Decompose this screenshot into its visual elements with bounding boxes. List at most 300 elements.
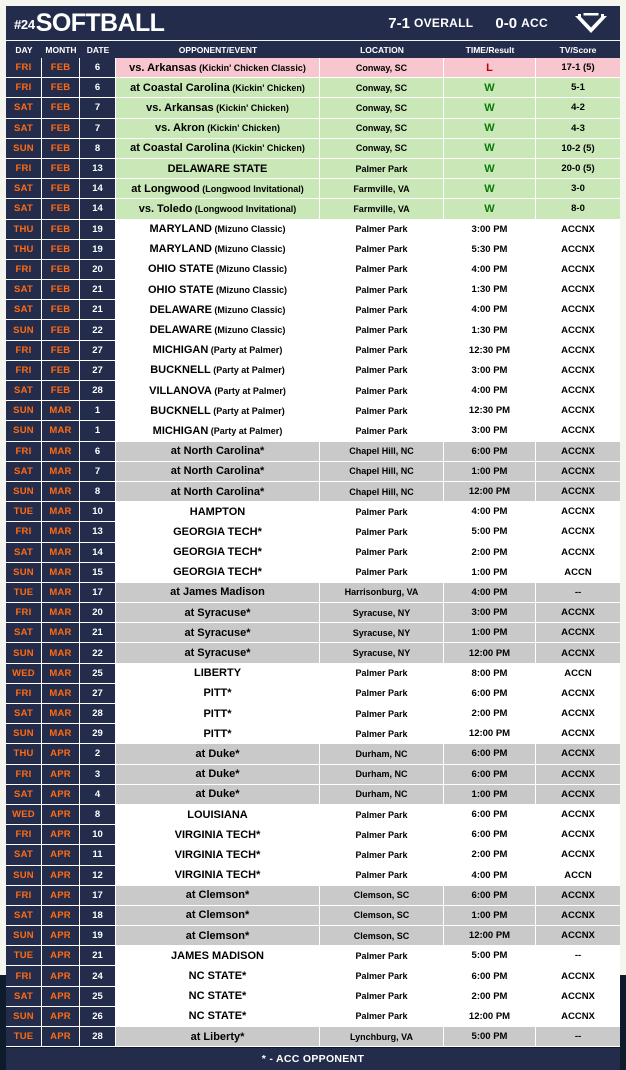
cell-tv: ACCNX (536, 300, 620, 319)
cell-date: 3 (80, 765, 116, 784)
cell-location: Durham, NC (320, 785, 444, 804)
cell-date: 7 (80, 98, 116, 117)
opponent-name: vs. Arkansas (146, 101, 214, 114)
cell-day: SAT (6, 906, 42, 925)
cell-month: MAR (42, 724, 80, 743)
cell-day: SAT (6, 280, 42, 299)
table-row[interactable] (6, 623, 620, 643)
cell-opponent[interactable] (116, 220, 320, 239)
cell-day: THU (6, 240, 42, 259)
cell-opponent[interactable] (116, 300, 320, 319)
cell-month: MAR (42, 664, 80, 683)
cell-day: SAT (6, 623, 42, 642)
cell-opponent[interactable] (116, 159, 320, 178)
cell-location: Palmer Park (320, 260, 444, 279)
cell-result: W (444, 98, 536, 117)
opponent-name: vs. Arkansas (129, 61, 197, 74)
cell-day: FRI (6, 825, 42, 844)
cell-score: 17-1 (5) (536, 58, 620, 77)
cell-tv: ACCNX (536, 280, 620, 299)
cell-location: Palmer Park (320, 563, 444, 582)
opponent-name: VIRGINIA TECH* (174, 869, 261, 882)
cell-month: MAR (42, 462, 80, 481)
cell-location: Palmer Park (320, 704, 444, 723)
cell-day: THU (6, 744, 42, 763)
cell-location: Chapel Hill, NC (320, 442, 444, 461)
cell-location: Durham, NC (320, 744, 444, 763)
cell-tv: ACCN (536, 563, 620, 582)
cell-opponent[interactable] (116, 320, 320, 339)
cell-result: W (444, 78, 536, 97)
cell-time: 12:00 PM (444, 724, 536, 743)
cell-opponent[interactable] (116, 845, 320, 864)
cell-opponent[interactable] (116, 240, 320, 259)
cell-opponent[interactable] (116, 623, 320, 642)
cell-month: FEB (42, 119, 80, 138)
table-row[interactable] (6, 421, 620, 441)
table-row[interactable] (6, 603, 620, 623)
cell-opponent[interactable] (116, 543, 320, 562)
cell-date: 7 (80, 119, 116, 138)
cell-day: SUN (6, 643, 42, 662)
opponent-name: DELAWARE STATE (167, 162, 268, 175)
cell-tv: ACCNX (536, 966, 620, 985)
cell-tv: ACCNX (536, 1007, 620, 1026)
table-row[interactable] (6, 825, 620, 845)
cell-date: 21 (80, 946, 116, 965)
table-row[interactable] (6, 341, 620, 361)
cell-location: Palmer Park (320, 220, 444, 239)
table-row[interactable] (6, 502, 620, 522)
column-header-opponent: OPPONENT/EVENT (178, 44, 258, 55)
cell-time: 1:00 PM (444, 906, 536, 925)
cell-opponent[interactable] (116, 724, 320, 743)
cell-month: APR (42, 866, 80, 885)
cell-location: Harrisonburg, VA (320, 583, 444, 602)
cell-tv: ACCNX (536, 704, 620, 723)
opponent-event-note: (Kickin' Chicken) (229, 143, 305, 154)
cell-date: 13 (80, 522, 116, 541)
cell-date: 17 (80, 583, 116, 602)
cell-time: 4:00 PM (444, 866, 536, 885)
cell-opponent[interactable] (116, 119, 320, 138)
cell-tv: ACCNX (536, 341, 620, 360)
opponent-name: at James Madison (170, 586, 265, 599)
table-row[interactable] (6, 805, 620, 825)
cell-location: Palmer Park (320, 946, 444, 965)
cell-month: MAR (42, 704, 80, 723)
cell-time: 6:00 PM (444, 744, 536, 763)
table-row[interactable] (6, 240, 620, 260)
cell-time: 4:00 PM (444, 583, 536, 602)
cell-opponent[interactable] (116, 765, 320, 784)
cell-date: 29 (80, 724, 116, 743)
cell-opponent[interactable] (116, 442, 320, 461)
cell-location: Palmer Park (320, 966, 444, 985)
cell-date: 8 (80, 139, 116, 158)
team-rank: #24 (14, 16, 35, 32)
cell-tv: ACCNX (536, 320, 620, 339)
cell-month: APR (42, 1027, 80, 1046)
cell-location: Palmer Park (320, 684, 444, 703)
table-row[interactable] (6, 280, 620, 300)
table-row[interactable] (6, 179, 620, 199)
cell-time: 3:00 PM (444, 361, 536, 380)
cell-opponent[interactable] (116, 421, 320, 440)
cell-location: Palmer Park (320, 361, 444, 380)
cell-month: APR (42, 886, 80, 905)
cell-location: Palmer Park (320, 381, 444, 400)
cell-time: 12:00 PM (444, 1007, 536, 1026)
opponent-event-note: (Party at Palmer) (208, 425, 283, 436)
cell-result: W (444, 159, 536, 178)
cell-time: 8:00 PM (444, 664, 536, 683)
cell-opponent[interactable] (116, 522, 320, 541)
opponent-name: vs. Toledo (138, 202, 193, 215)
cell-score: 10-2 (5) (536, 139, 620, 158)
cell-location: Lynchburg, VA (320, 1027, 444, 1046)
cell-month: FEB (42, 199, 80, 218)
table-row[interactable] (6, 462, 620, 482)
cell-tv: ACCN (536, 866, 620, 885)
cell-tv: -- (536, 1027, 620, 1046)
cell-day: FRI (6, 260, 42, 279)
cell-day: TUE (6, 1027, 42, 1046)
cell-day: SAT (6, 987, 42, 1006)
conference-record-label: ACC (521, 16, 548, 30)
table-row[interactable] (6, 583, 620, 603)
cell-day: FRI (6, 361, 42, 380)
table-row[interactable] (6, 704, 620, 724)
cell-date: 15 (80, 563, 116, 582)
table-row[interactable] (6, 320, 620, 340)
table-row[interactable] (6, 300, 620, 320)
cell-month: MAR (42, 684, 80, 703)
cell-opponent[interactable] (116, 744, 320, 763)
cell-day: SAT (6, 119, 42, 138)
cell-location: Palmer Park (320, 1007, 444, 1026)
cell-date: 6 (80, 58, 116, 77)
table-row[interactable] (6, 522, 620, 542)
table-row[interactable] (6, 765, 620, 785)
cell-tv: ACCNX (536, 543, 620, 562)
cell-location: Chapel Hill, NC (320, 482, 444, 501)
cell-time: 6:00 PM (444, 886, 536, 905)
cell-day: FRI (6, 58, 42, 77)
column-header-date: DATE (86, 44, 110, 55)
cell-month: APR (42, 906, 80, 925)
opponent-name: NC STATE* (188, 1010, 247, 1023)
table-column-headers (6, 40, 620, 58)
cell-time: 1:00 PM (444, 563, 536, 582)
cell-date: 28 (80, 1027, 116, 1046)
cell-opponent[interactable] (116, 946, 320, 965)
cell-day: WED (6, 664, 42, 683)
cell-tv: ACCNX (536, 482, 620, 501)
cell-opponent[interactable] (116, 886, 320, 905)
cell-tv: ACCNX (536, 724, 620, 743)
cell-opponent[interactable] (116, 381, 320, 400)
table-row[interactable] (6, 260, 620, 280)
schedule-table-body (6, 58, 620, 1047)
opponent-name: VILLANOVA (149, 384, 212, 397)
cell-day: SUN (6, 401, 42, 420)
cell-tv: ACCNX (536, 240, 620, 259)
cell-date: 7 (80, 462, 116, 481)
table-row[interactable] (6, 543, 620, 563)
cell-opponent[interactable] (116, 866, 320, 885)
cell-score: 4-3 (536, 119, 620, 138)
cell-date: 1 (80, 401, 116, 420)
cell-opponent[interactable] (116, 482, 320, 501)
cell-opponent[interactable] (116, 583, 320, 602)
opponent-name: PITT* (203, 687, 232, 700)
cell-opponent[interactable] (116, 341, 320, 360)
cell-score: 5-1 (536, 78, 620, 97)
cell-month: APR (42, 966, 80, 985)
cell-month: FEB (42, 240, 80, 259)
cell-time: 2:00 PM (444, 845, 536, 864)
cell-month: FEB (42, 58, 80, 77)
cell-time: 5:00 PM (444, 1027, 536, 1046)
table-row[interactable] (6, 119, 620, 139)
table-row[interactable] (6, 98, 620, 118)
cell-time: 12:00 PM (444, 643, 536, 662)
opponent-name: JAMES MADISON (171, 949, 264, 962)
opponent-name: OHIO STATE (147, 263, 214, 276)
opponent-name: at Duke* (195, 768, 240, 781)
cell-tv: ACCNX (536, 845, 620, 864)
cell-location: Palmer Park (320, 522, 444, 541)
opponent-event-note: (Mizuno Classic) (211, 325, 286, 336)
table-row[interactable] (6, 401, 620, 421)
cell-tv: ACCNX (536, 684, 620, 703)
cell-opponent[interactable] (116, 179, 320, 198)
cell-tv: -- (536, 946, 620, 965)
cell-month: FEB (42, 361, 80, 380)
table-row[interactable] (6, 381, 620, 401)
table-row[interactable] (6, 220, 620, 240)
opponent-event-note: (Mizuno Classic) (213, 284, 288, 295)
cell-opponent[interactable] (116, 98, 320, 117)
cell-opponent[interactable] (116, 603, 320, 622)
table-row[interactable] (6, 563, 620, 583)
cell-month: FEB (42, 98, 80, 117)
cell-opponent[interactable] (116, 926, 320, 945)
cell-month: FEB (42, 78, 80, 97)
cell-location: Conway, SC (320, 139, 444, 158)
table-row[interactable] (6, 1007, 620, 1027)
table-row[interactable] (6, 482, 620, 502)
opponent-event-note: (Mizuno Classic) (213, 264, 288, 275)
cell-date: 22 (80, 643, 116, 662)
cell-tv: ACCNX (536, 825, 620, 844)
opponent-name: HAMPTON (189, 505, 246, 518)
cell-location: Palmer Park (320, 543, 444, 562)
cell-opponent[interactable] (116, 664, 320, 683)
cell-location: Conway, SC (320, 98, 444, 117)
cell-date: 19 (80, 926, 116, 945)
table-row[interactable] (6, 886, 620, 906)
cell-opponent[interactable] (116, 906, 320, 925)
cell-opponent[interactable] (116, 1027, 320, 1046)
cell-date: 21 (80, 300, 116, 319)
table-row[interactable] (6, 643, 620, 663)
cell-day: SUN (6, 1007, 42, 1026)
opponent-name: at Duke* (195, 747, 240, 760)
cell-opponent[interactable] (116, 987, 320, 1006)
cell-opponent[interactable] (116, 825, 320, 844)
cell-time: 3:00 PM (444, 220, 536, 239)
cell-location: Clemson, SC (320, 926, 444, 945)
cell-tv: ACCNX (536, 926, 620, 945)
cell-time: 4:00 PM (444, 300, 536, 319)
cell-opponent[interactable] (116, 502, 320, 521)
opponent-name: PITT* (203, 727, 232, 740)
cell-day: SAT (6, 179, 42, 198)
table-row[interactable] (6, 866, 620, 886)
cell-time: 1:30 PM (444, 320, 536, 339)
cell-location: Palmer Park (320, 240, 444, 259)
cell-opponent[interactable] (116, 260, 320, 279)
cell-opponent[interactable] (116, 139, 320, 158)
cell-day: SUN (6, 139, 42, 158)
cell-day: FRI (6, 886, 42, 905)
overall-record: 7-1 (388, 14, 410, 32)
table-row[interactable] (6, 785, 620, 805)
table-row[interactable] (6, 159, 620, 179)
cell-month: APR (42, 987, 80, 1006)
cell-date: 20 (80, 260, 116, 279)
cell-day: SAT (6, 381, 42, 400)
table-row[interactable] (6, 946, 620, 966)
cell-location: Conway, SC (320, 119, 444, 138)
opponent-name: LOUISIANA (187, 808, 248, 821)
cell-tv: ACCNX (536, 522, 620, 541)
cell-opponent[interactable] (116, 1007, 320, 1026)
cell-day: THU (6, 220, 42, 239)
cell-opponent[interactable] (116, 280, 320, 299)
cell-tv: ACCNX (536, 623, 620, 642)
cell-day: SUN (6, 482, 42, 501)
table-row[interactable] (6, 139, 620, 159)
virginia-logo-icon (570, 10, 612, 36)
cell-month: FEB (42, 341, 80, 360)
cell-month: MAR (42, 421, 80, 440)
opponent-event-note: (Party at Palmer) (211, 385, 286, 396)
cell-day: SAT (6, 704, 42, 723)
cell-month: FEB (42, 220, 80, 239)
cell-month: FEB (42, 300, 80, 319)
cell-time: 6:00 PM (444, 825, 536, 844)
cell-location: Clemson, SC (320, 906, 444, 925)
cell-opponent[interactable] (116, 805, 320, 824)
cell-month: FEB (42, 260, 80, 279)
cell-result: W (444, 139, 536, 158)
cell-opponent[interactable] (116, 785, 320, 804)
cell-day: SAT (6, 785, 42, 804)
table-row[interactable] (6, 442, 620, 462)
table-row[interactable] (6, 78, 620, 98)
cell-time: 6:00 PM (444, 765, 536, 784)
cell-tv: ACCNX (536, 260, 620, 279)
cell-opponent[interactable] (116, 78, 320, 97)
opponent-name: MICHIGAN (152, 424, 209, 437)
cell-time: 12:30 PM (444, 341, 536, 360)
poster-header (6, 6, 620, 40)
table-row[interactable] (6, 926, 620, 946)
opponent-event-note: (Mizuno Classic) (211, 304, 286, 315)
table-row[interactable] (6, 845, 620, 865)
cell-result: W (444, 179, 536, 198)
cell-date: 8 (80, 482, 116, 501)
cell-opponent[interactable] (116, 401, 320, 420)
cell-opponent[interactable] (116, 361, 320, 380)
cell-tv: ACCNX (536, 401, 620, 420)
table-row[interactable] (6, 58, 620, 78)
opponent-name: NC STATE* (188, 990, 247, 1003)
cell-day: TUE (6, 502, 42, 521)
cell-date: 12 (80, 866, 116, 885)
table-row[interactable] (6, 744, 620, 764)
cell-location: Palmer Park (320, 825, 444, 844)
cell-opponent[interactable] (116, 966, 320, 985)
cell-day: FRI (6, 442, 42, 461)
cell-time: 6:00 PM (444, 805, 536, 824)
cell-day: FRI (6, 78, 42, 97)
cell-day: SUN (6, 926, 42, 945)
table-row[interactable] (6, 361, 620, 381)
table-row[interactable] (6, 906, 620, 926)
cell-date: 14 (80, 199, 116, 218)
cell-location: Palmer Park (320, 987, 444, 1006)
cell-date: 19 (80, 220, 116, 239)
cell-opponent[interactable] (116, 643, 320, 662)
cell-tv: ACCNX (536, 987, 620, 1006)
cell-score: 4-2 (536, 98, 620, 117)
cell-tv: ACCN (536, 664, 620, 683)
opponent-name: DELAWARE (149, 324, 212, 337)
cell-time: 12:00 PM (444, 482, 536, 501)
cell-opponent[interactable] (116, 704, 320, 723)
cell-month: MAR (42, 522, 80, 541)
cell-date: 11 (80, 845, 116, 864)
cell-opponent[interactable] (116, 58, 320, 77)
table-row[interactable] (6, 1027, 620, 1047)
table-row[interactable] (6, 199, 620, 219)
cell-opponent[interactable] (116, 684, 320, 703)
cell-date: 6 (80, 442, 116, 461)
opponent-name: at Duke* (195, 788, 240, 801)
table-row[interactable] (6, 664, 620, 684)
cell-day: SAT (6, 199, 42, 218)
opponent-name: GEORGIA TECH* (173, 525, 262, 538)
opponent-name: at North Carolina* (170, 485, 265, 498)
opponent-event-note: (Party at Palmer) (208, 345, 283, 356)
cell-tv: ACCNX (536, 906, 620, 925)
overall-record-label: OVERALL (413, 16, 474, 30)
cell-time: 4:00 PM (444, 260, 536, 279)
cell-opponent[interactable] (116, 199, 320, 218)
table-row[interactable] (6, 684, 620, 704)
cell-opponent[interactable] (116, 563, 320, 582)
table-row[interactable] (6, 724, 620, 744)
cell-opponent[interactable] (116, 462, 320, 481)
cell-tv: ACCNX (536, 805, 620, 824)
opponent-name: at North Carolina* (170, 445, 265, 458)
table-row[interactable] (6, 966, 620, 986)
table-row[interactable] (6, 987, 620, 1007)
